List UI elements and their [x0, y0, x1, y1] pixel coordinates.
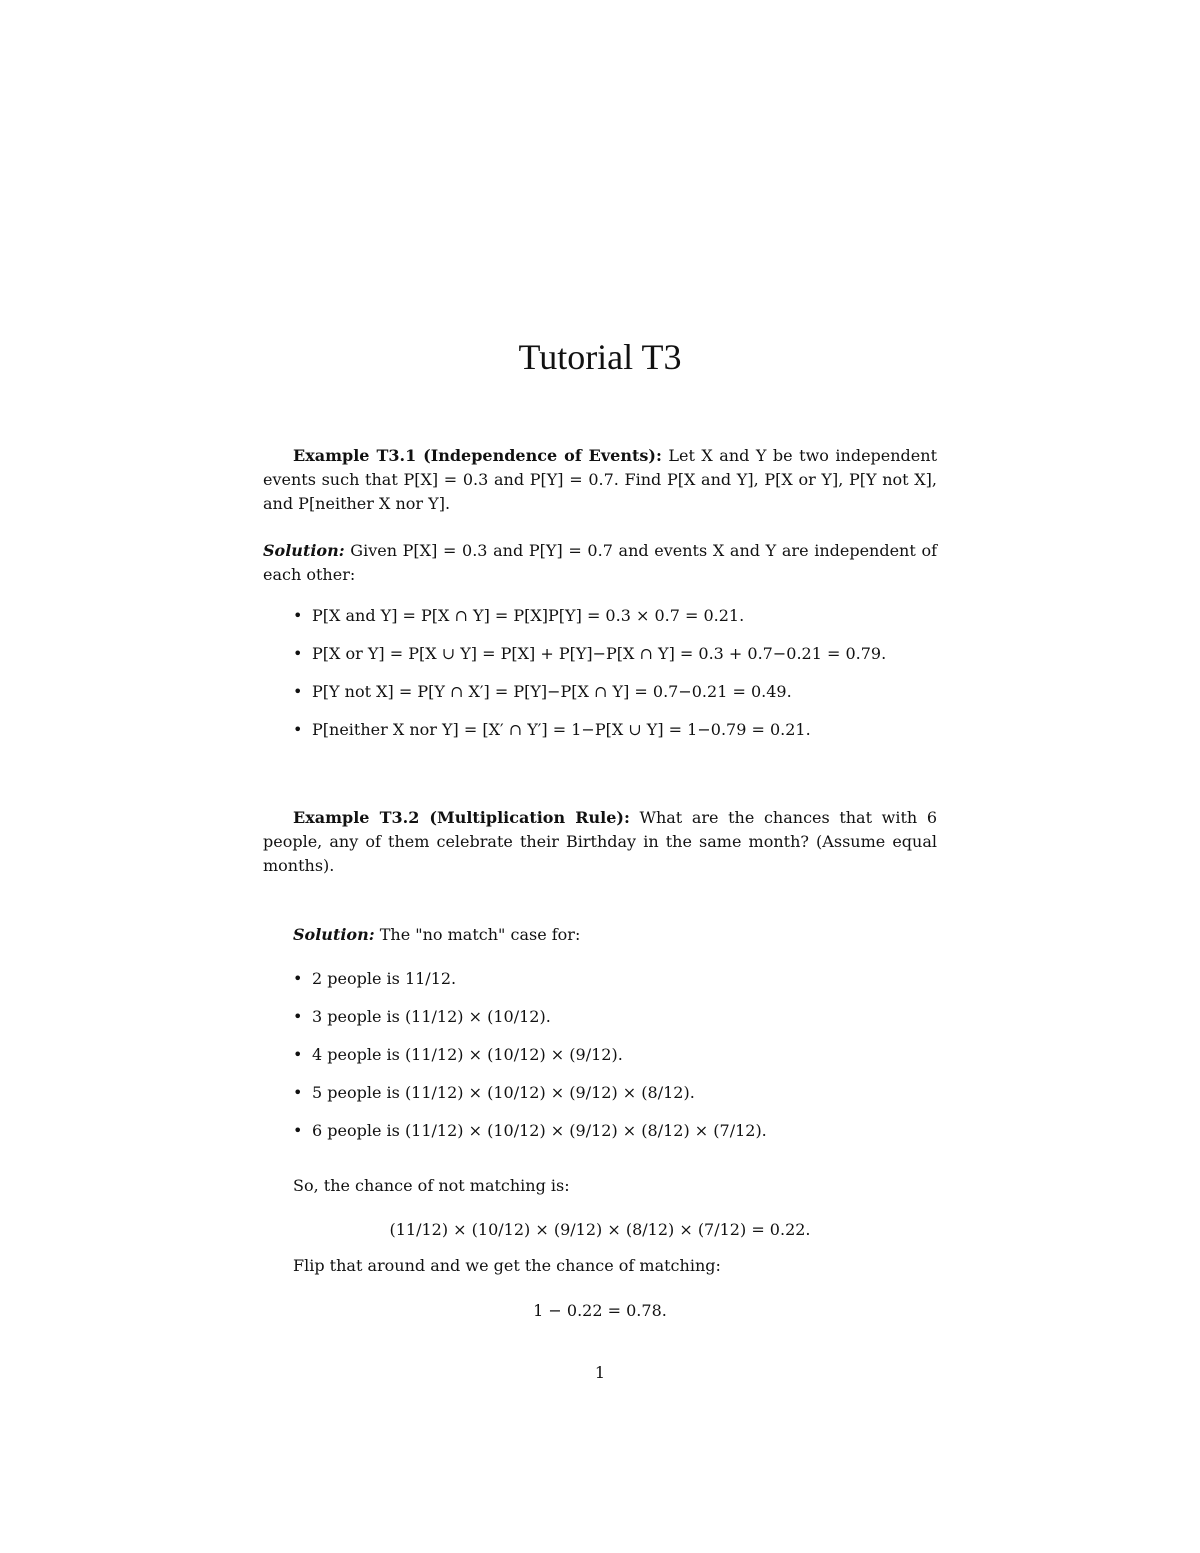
bullet-icon: •: [293, 682, 303, 701]
bullet-icon: •: [293, 606, 303, 625]
bullet-icon: •: [293, 644, 303, 663]
list-item: • P[X and Y] = P[X ∩ Y] = P[X]P[Y] = 0.3 × 0.7 = 0.21.: [288, 604, 938, 628]
example-2-solution: [263, 923, 937, 947]
example-1-heading: Example T3.1 (Independence of Events):: [293, 446, 662, 465]
bullet-icon: •: [293, 1007, 303, 1026]
example-1-solution-text: Given P[X] = 0.3 and P[Y] = 0.7 and events X and Y are independent of each other:: [263, 541, 938, 584]
example-2-solution-text: The "no match" case for:: [379, 925, 581, 944]
bullet-icon: •: [293, 1083, 303, 1102]
list-item: • 6 people is (11/12) × (10/12) × (9/12) × (8/12) × (7/12).: [288, 1119, 938, 1143]
flip-intro: Flip that around and we get the chance of matching:: [293, 1256, 721, 1275]
example-1-bullet-list: [288, 604, 938, 742]
bullet-icon: •: [293, 1121, 303, 1140]
list-item: • 4 people is (11/12) × (10/12) × (9/12).: [288, 1043, 938, 1067]
match-formula: 1 − 0.22 = 0.78.: [533, 1301, 667, 1320]
bullet-icon: •: [293, 969, 303, 988]
bullet-icon: •: [293, 1045, 303, 1064]
list-item: • 2 people is 11/12.: [288, 967, 938, 991]
example-2-bullet-list: [288, 967, 938, 1143]
list-item: • 5 people is (11/12) × (10/12) × (9/12) × (8/12).: [288, 1081, 938, 1105]
list-item: • 3 people is (11/12) × (10/12).: [288, 1005, 938, 1029]
list-item: • P[X or Y] = P[X ∪ Y] = P[X] + P[Y]−P[X ∩ Y] = 0.3 + 0.7−0.21 = 0.79.: [288, 642, 938, 666]
no-match-formula: (11/12) × (10/12) × (9/12) × (8/12) × (7/12) = 0.22.: [389, 1220, 811, 1239]
example-1-statement: [263, 444, 937, 516]
example-1-text: Let X and Y be two independent events such that P[X] = 0.3 and P[Y] = 0.7. Find P[X and Y], P[X or Y], P[Y not X], and P[neither X nor Y].: [263, 446, 937, 513]
page-title: Tutorial T3: [518, 337, 682, 378]
list-item: • P[neither X nor Y] = [X′ ∩ Y′] = 1−P[X ∪ Y] = 1−0.79 = 0.21.: [288, 718, 938, 742]
example-2-statement: [263, 806, 937, 878]
bullet-icon: •: [293, 720, 303, 739]
example-1-solution-label: Solution:: [263, 541, 345, 560]
no-match-intro: So, the chance of not matching is:: [293, 1176, 570, 1195]
list-item: • P[Y not X] = P[Y ∩ X′] = P[Y]−P[X ∩ Y] = 0.7−0.21 = 0.49.: [288, 680, 938, 704]
example-2-solution-label: Solution:: [293, 925, 375, 944]
example-2-heading: Example T3.2 (Multiplication Rule):: [293, 808, 630, 827]
example-2-text: What are the chances that with 6 people, any of them celebrate their Birthday in the same month? (Assume equal months).: [263, 808, 937, 875]
example-1-solution: [263, 539, 937, 587]
page-number: 1: [594, 1363, 606, 1382]
